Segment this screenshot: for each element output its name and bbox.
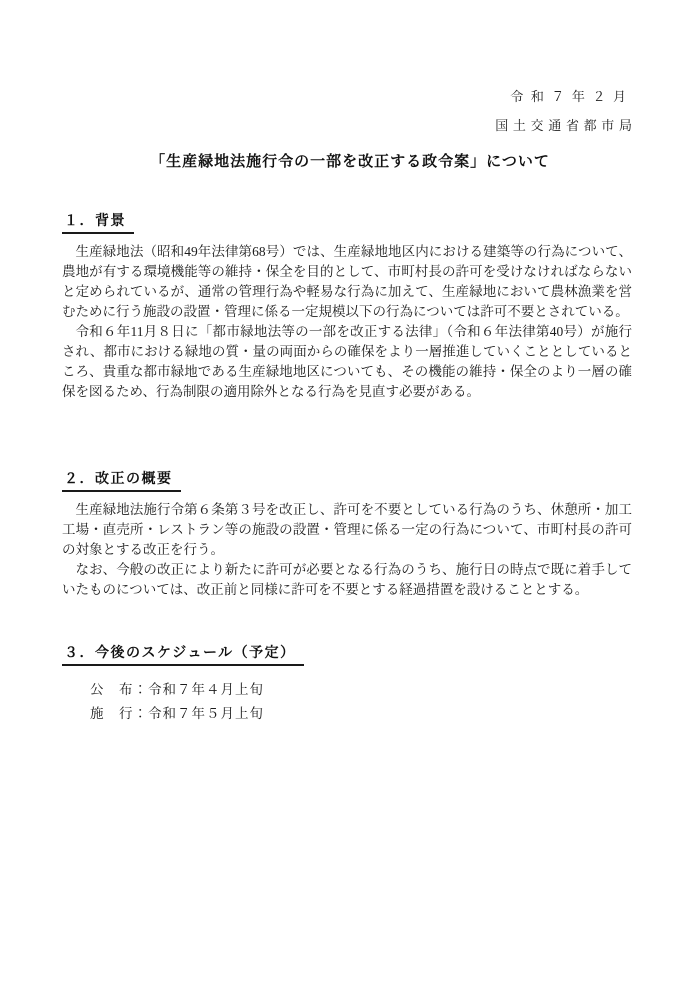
amendment-paragraph-2: なお、今般の改正により新たに許可が必要となる行為のうち、施行日の時点で既に着手していたものについては、改正前と同様に許可を不要とする経過措置を設けることとする。 (62, 562, 632, 597)
section-background-heading (62, 210, 632, 234)
schedule-enforcement-line: 施 行：令和７年５月上旬 (90, 706, 264, 721)
document-title: 「生産緑地法施行令の一部を改正する政令案」について (150, 153, 550, 170)
section-amendment-overview-heading-text: ２．改正の概要 (62, 468, 181, 492)
section-background-heading-text: １．背景 (62, 210, 134, 234)
document-date: 令和７年２月 (510, 89, 634, 104)
section-schedule-heading (62, 642, 632, 666)
section-schedule (62, 642, 632, 726)
amendment-paragraph-1: 生産緑地法施行令第６条第３号を改正し、許可を不要としている行為のうち、休憩所・加工工場・直売所・レストラン等の施設の設置・管理に係る一定の行為について、市町村長の許可の対象とする改正を行う。 (62, 502, 632, 557)
background-paragraph-1: 生産緑地法（昭和49年法律第68号）では、生産緑地地区内における建築等の行為について、農地が有する環境機能等の維持・保全を目的として、市町村長の許可を受けなければならないと定められているが、通常の管理行為や軽易な行為に加えて、生産緑地において農林漁業を営むために行う施設の設置・管理に係る一定規模以下の行為については許可不要とされている。 (62, 244, 632, 319)
issuing-organization: 国土交通省都市局 (495, 118, 637, 133)
section-amendment-overview (62, 468, 632, 600)
schedule-promulgation-line: 公 布：令和７年４月上旬 (90, 682, 264, 697)
section-background (62, 210, 632, 402)
background-paragraph-2: 令和６年11月８日に「都市緑地法等の一部を改正する法律」（令和６年法律第40号）が施行され、都市における緑地の質・量の両面からの確保をより一層推進していくこととしているところ、貴重な都市緑地である生産緑地地区についても、その機能の維持・保全のより一層の確保を図るため、行為制限の適用除外となる行為を見直す必要がある。 (62, 324, 632, 399)
document-header (495, 82, 637, 140)
section-schedule-heading-text: ３．今後のスケジュール（予定） (62, 642, 304, 666)
section-amendment-overview-heading (62, 468, 632, 492)
schedule-list (62, 678, 632, 726)
